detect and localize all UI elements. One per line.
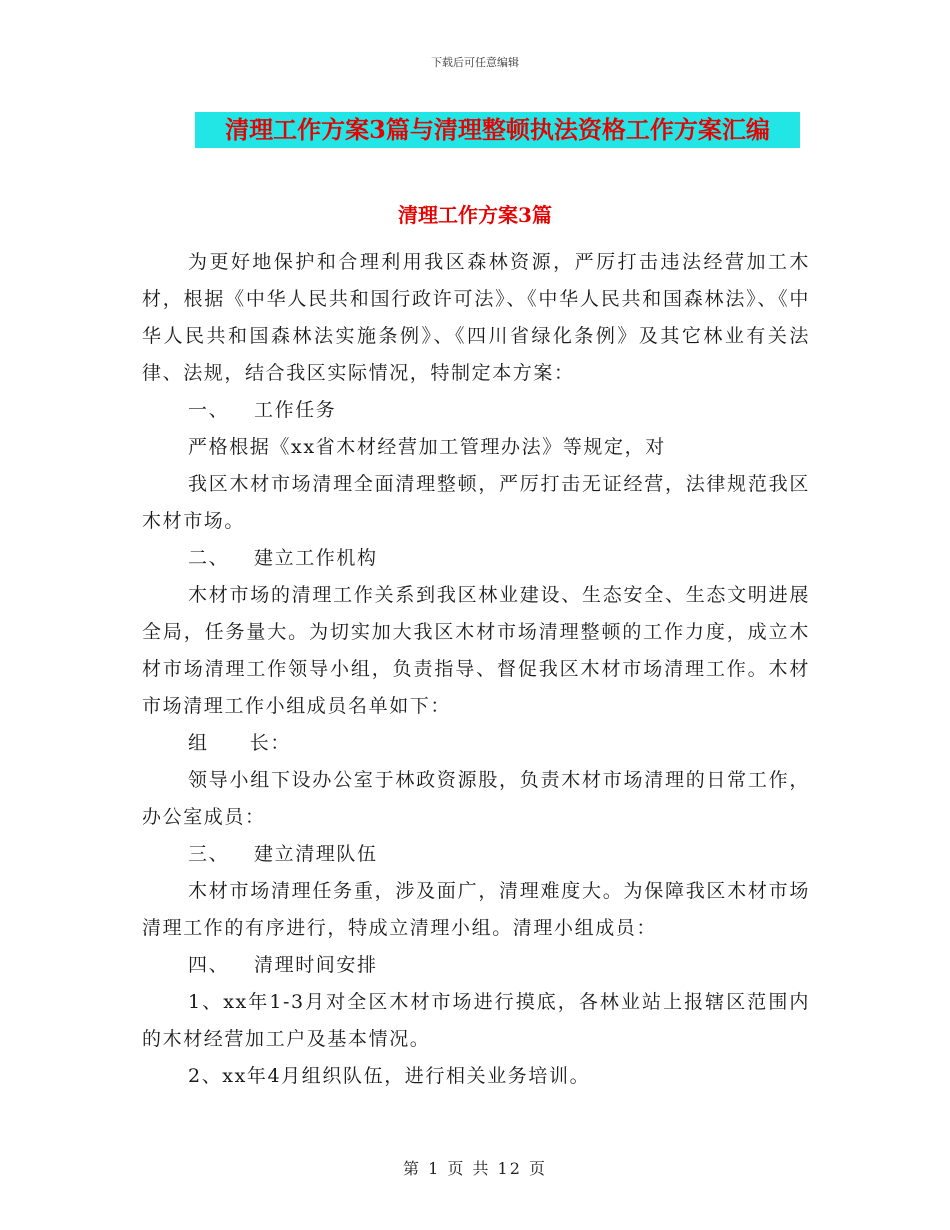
paragraph: 1、xx年1-3月对全区木材市场进行摸底，各林业站上报辖区范围内的木材经营加工户及基本情况。 bbox=[142, 991, 810, 1050]
document-main-title: 清理工作方案3篇与清理整顿执法资格工作方案汇编 bbox=[195, 112, 800, 148]
paragraph: 2、xx年4月组织队伍，进行相关业务培训。 bbox=[188, 1065, 591, 1087]
section-title: 建立清理队伍 bbox=[254, 843, 378, 865]
section-number: 四、 bbox=[188, 954, 230, 976]
paragraph: 我区木材市场清理全面清理整顿，严厉打击无证经营，法律规范我区木材市场。 bbox=[142, 473, 810, 532]
section-title: 清理时间安排 bbox=[254, 954, 378, 976]
paragraph: 木材市场清理任务重，涉及面广，清理难度大。为保障我区木材市场清理工作的有序进行，特成立清理小组。清理小组成员： bbox=[142, 880, 810, 939]
section-heading-2 bbox=[142, 540, 810, 577]
section-number: 一、 bbox=[188, 399, 230, 421]
leader-line: 组 长： bbox=[188, 732, 292, 754]
section-title: 工作任务 bbox=[254, 399, 337, 421]
page-header-note: 下载后可任意编辑 bbox=[431, 56, 519, 69]
section-number: 三、 bbox=[188, 843, 230, 865]
page-number-footer: 第 1 页 共 12 页 bbox=[403, 1159, 547, 1178]
document-sub-title: 清理工作方案3篇 bbox=[398, 203, 552, 227]
paragraph: 木材市场的清理工作关系到我区林业建设、生态安全、生态文明进展全局，任务量大。为切实加大我区木材市场清理整顿的工作力度，成立木材市场清理工作领导小组，负责指导、督促我区木材市场清理工作。木材市场清理工作小组成员名单如下： bbox=[142, 584, 810, 717]
intro-paragraph: 为更好地保护和合理利用我区森林资源，严厉打击违法经营加工木材，根据《中华人民共和国行政许可法》、《中华人民共和国森林法》、《中华人民共和国森林法实施条例》、《四川省绿化条例》及其它林业有关法律、法规，结合我区实际情况，特制定本方案： bbox=[142, 251, 810, 384]
paragraph: 领导小组下设办公室于林政资源股，负责木材市场清理的日常工作，办公室成员： bbox=[142, 769, 810, 828]
section-heading-1 bbox=[142, 392, 810, 429]
section-title: 建立工作机构 bbox=[254, 547, 378, 569]
paragraph: 严格根据《xx省木材经营加工管理办法》等规定，对 bbox=[188, 436, 666, 458]
section-heading-3 bbox=[142, 836, 810, 873]
section-number: 二、 bbox=[188, 547, 230, 569]
section-heading-4 bbox=[142, 947, 810, 984]
document-body bbox=[142, 244, 810, 1095]
